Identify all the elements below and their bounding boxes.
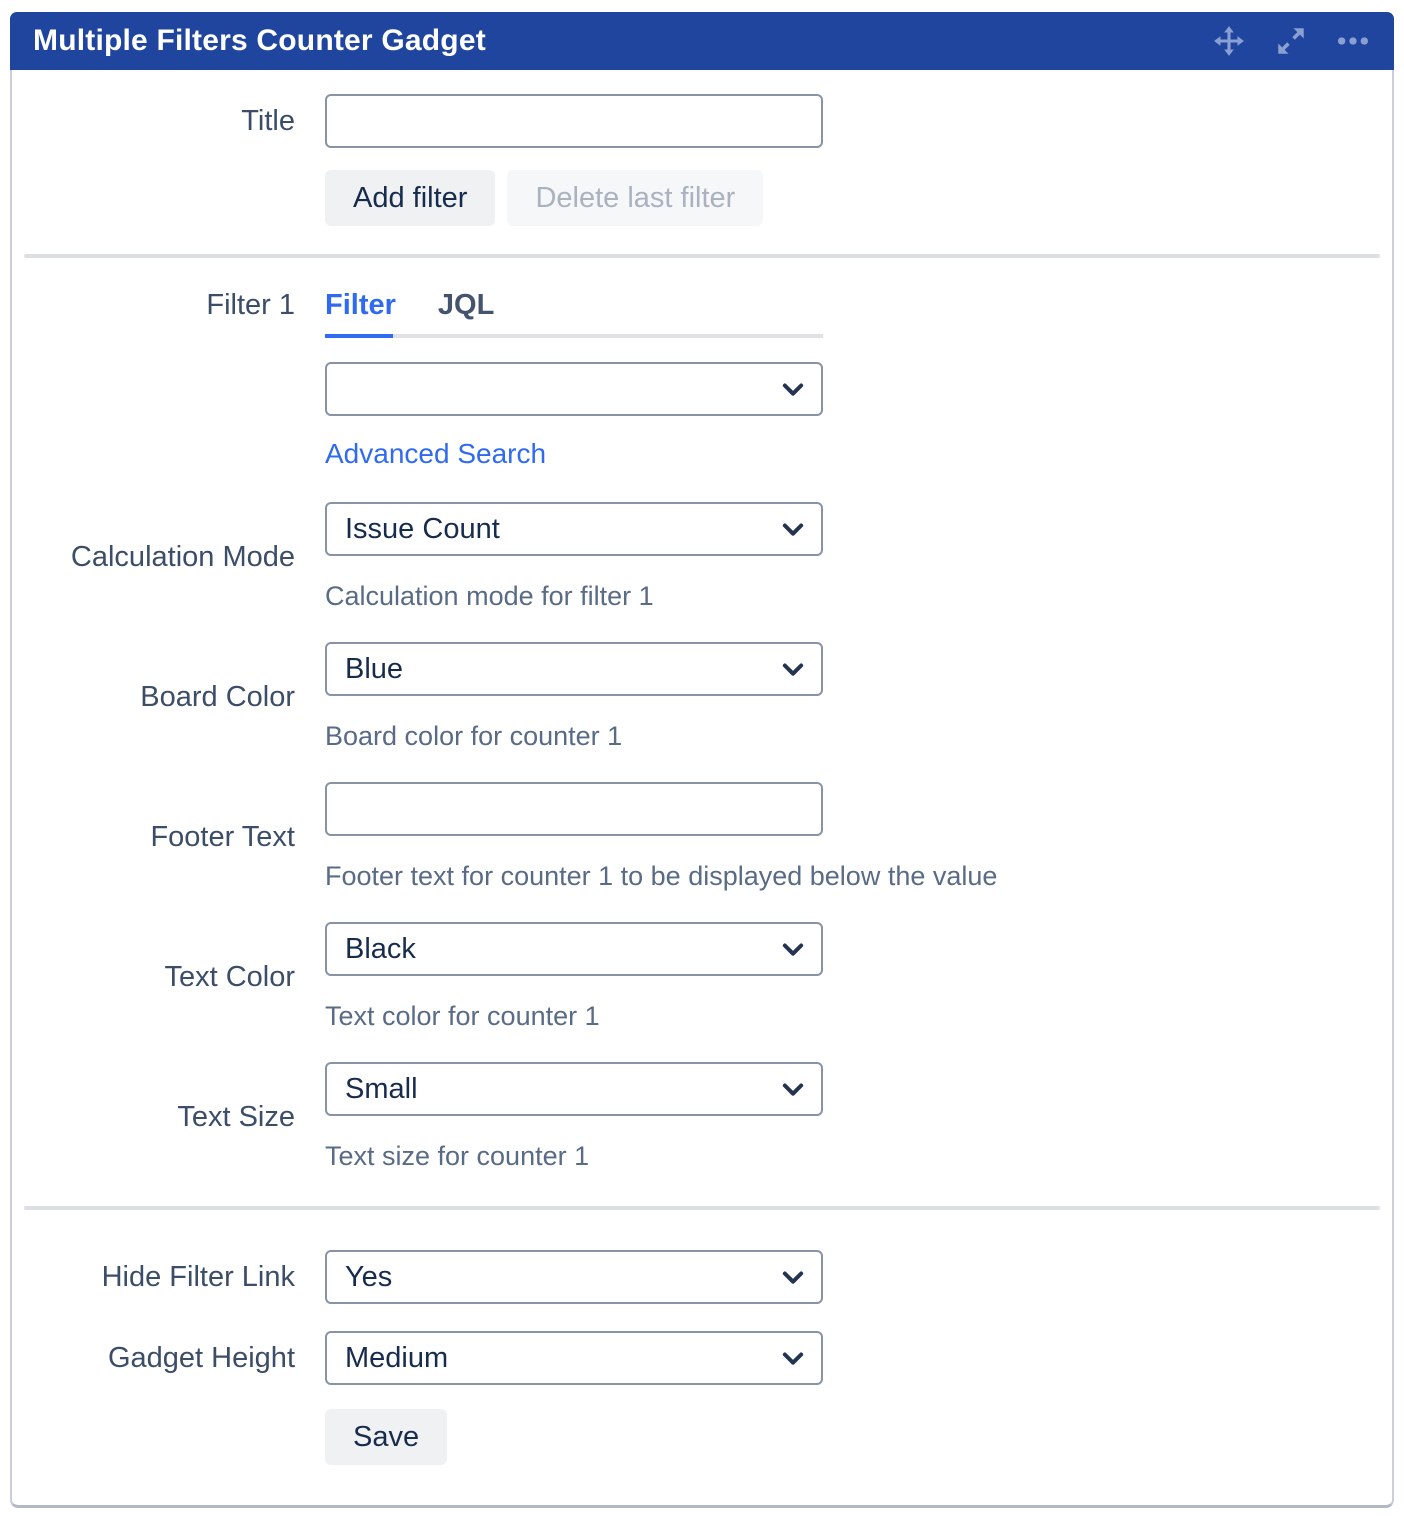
more-icon[interactable]	[1336, 24, 1370, 58]
gadget-form	[12, 70, 1392, 1505]
advanced-search-link[interactable]: Advanced Search	[325, 438, 547, 469]
save-button[interactable]: Save	[325, 1409, 447, 1465]
save-row	[24, 1409, 1380, 1465]
text-size-label: Text Size	[177, 1101, 295, 1133]
footer-text-label: Footer Text	[150, 821, 295, 853]
calculation-mode-select[interactable]	[325, 502, 823, 556]
filter-buttons-row	[24, 170, 1380, 226]
text-color-label: Text Color	[164, 961, 295, 993]
title-label: Title	[241, 105, 295, 137]
title-row	[24, 94, 1380, 148]
filter1-tabs	[325, 284, 1380, 326]
footer-text-help: Footer text for counter 1 to be displayed below the value	[325, 861, 998, 891]
filter1-row	[24, 284, 1380, 470]
expand-icon[interactable]	[1274, 24, 1308, 58]
calculation-mode-help: Calculation mode for filter 1	[325, 581, 654, 611]
board-color-select[interactable]	[325, 642, 823, 696]
gadget-height-select[interactable]	[325, 1331, 823, 1385]
hide-filter-link-row	[24, 1250, 1380, 1304]
gadget-title: Multiple Filters Counter Gadget	[33, 24, 486, 57]
header-icons	[1212, 24, 1370, 58]
board-color-help: Board color for counter 1	[325, 721, 623, 751]
gadget-height-label: Gadget Height	[107, 1342, 295, 1374]
gadget-header	[10, 12, 1394, 70]
footer-text-row	[24, 782, 1380, 892]
footer-text-input[interactable]	[325, 782, 823, 836]
calculation-mode-row	[24, 502, 1380, 612]
delete-last-filter-button: Delete last filter	[507, 170, 763, 226]
text-color-select[interactable]	[325, 922, 823, 976]
title-input[interactable]	[325, 94, 823, 148]
hide-filter-link-label: Hide Filter Link	[101, 1261, 295, 1293]
section-divider-bottom	[24, 1206, 1380, 1210]
text-color-row	[24, 922, 1380, 1032]
text-size-select[interactable]	[325, 1062, 823, 1116]
tab-filter[interactable]: Filter	[325, 289, 396, 321]
text-color-help: Text color for counter 1	[325, 1001, 600, 1031]
add-filter-button[interactable]: Add filter	[325, 170, 495, 226]
tab-active-indicator	[325, 334, 393, 338]
text-size-help: Text size for counter 1	[325, 1141, 590, 1171]
gadget-height-row	[24, 1331, 1380, 1385]
hide-filter-link-select[interactable]	[325, 1250, 823, 1304]
tab-underline	[325, 334, 823, 338]
tab-jql[interactable]: JQL	[437, 289, 495, 321]
filter1-label: Filter 1	[206, 289, 295, 321]
move-icon[interactable]	[1212, 24, 1246, 58]
text-size-row	[24, 1062, 1380, 1172]
filter-select[interactable]	[325, 362, 823, 416]
calculation-mode-label: Calculation Mode	[70, 541, 295, 573]
gadget-card	[10, 12, 1394, 1508]
board-color-row	[24, 642, 1380, 752]
section-divider-top	[24, 254, 1380, 258]
board-color-label: Board Color	[140, 681, 295, 713]
